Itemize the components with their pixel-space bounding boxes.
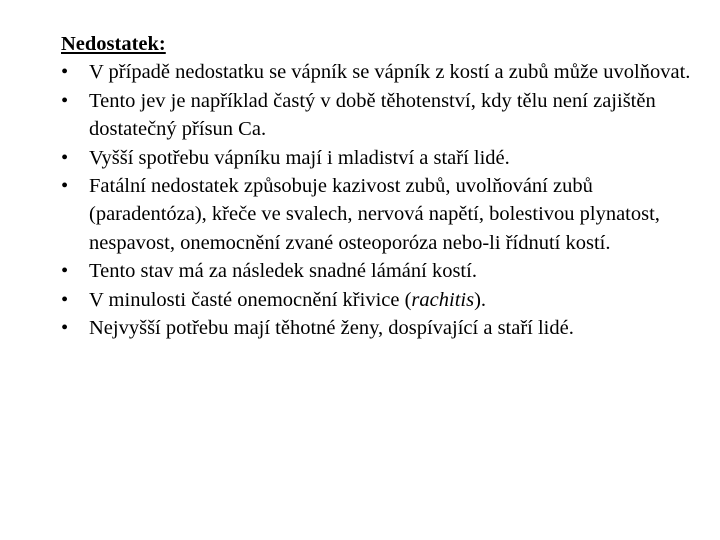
bullet-text: Tento jev je například častý v době těhotenství, kdy tělu není zajištěn dostatečný přísun Ca. <box>89 89 656 141</box>
bullet-icon: • <box>61 89 69 112</box>
bullet-list <box>61 58 701 342</box>
bullet-icon: • <box>61 146 69 169</box>
bullet-item <box>61 172 701 257</box>
bullet-text <box>89 289 486 311</box>
bullet-icon: • <box>61 175 69 198</box>
bullet-item <box>61 257 701 285</box>
bullet-text: Nejvyšší potřebu mají těhotné ženy, dospívající a staří lidé. <box>89 317 574 340</box>
bullet-item <box>61 87 701 144</box>
bullet-text-after: ). <box>474 288 487 311</box>
bullet-item <box>61 58 701 86</box>
bullet-text-emphasis: rachitis <box>411 288 475 311</box>
bullet-icon: • <box>61 61 69 84</box>
bullet-icon: • <box>61 260 69 283</box>
slide-content <box>61 30 701 342</box>
section-heading: Nedostatek: <box>61 33 166 55</box>
bullet-icon: • <box>61 288 69 311</box>
bullet-item <box>61 286 701 314</box>
bullet-item <box>61 144 701 172</box>
bullet-text-before: V minulosti časté onemocnění křivice ( <box>89 288 412 311</box>
bullet-text: Vyšší spotřebu vápníku mají i mladiství a staří lidé. <box>89 146 510 169</box>
bullet-text: V případě nedostatku se vápník se vápník z kostí a zubů může uvolňovat. <box>89 61 691 84</box>
bullet-text: Tento stav má za následek snadné lámání kostí. <box>89 260 477 283</box>
bullet-icon: • <box>61 317 69 340</box>
bullet-item <box>61 314 701 342</box>
bullet-text: Fatální nedostatek způsobuje kazivost zubů, uvolňování zubů (paradentóza), křeče ve svalech, nervová napětí, bolestivou plynatost, nespavost, onemocnění zvané osteoporóza nebo-li řídnutí kostí. <box>89 175 660 254</box>
